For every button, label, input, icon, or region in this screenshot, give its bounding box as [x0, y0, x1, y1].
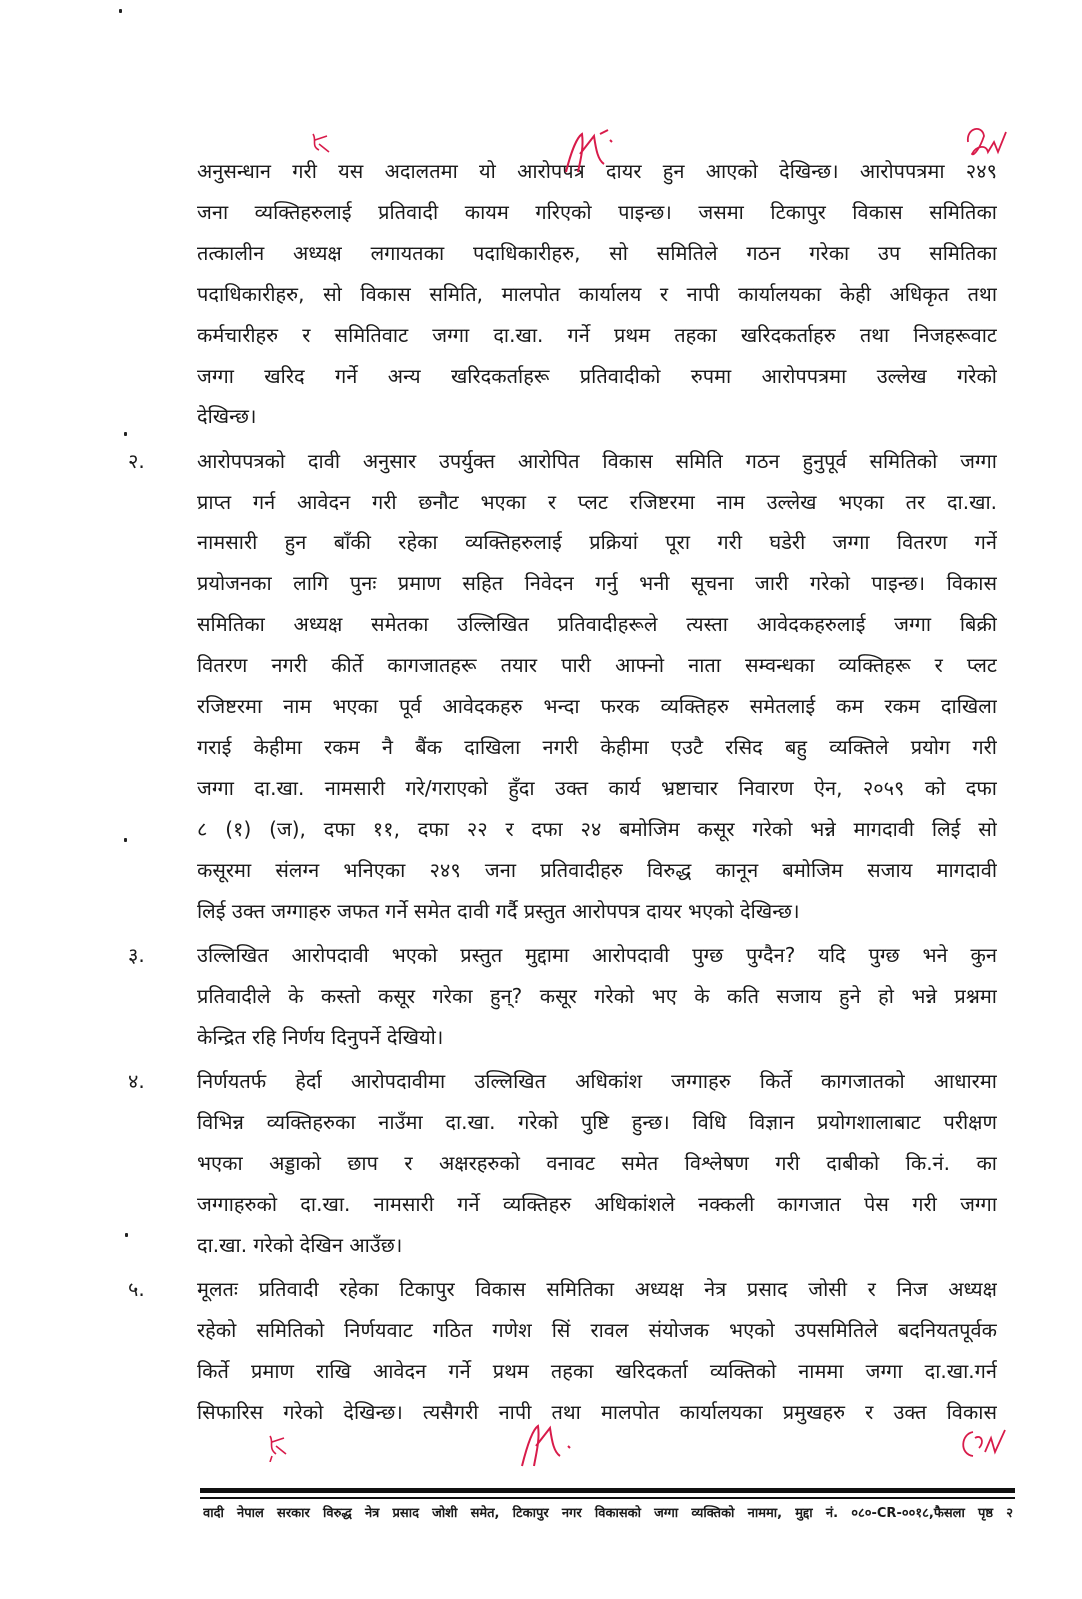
text-line: प्राप्त गर्न आवेदन गरी छनौट भएका र प्लट रजिष्टरमा नाम उल्लेख भएका तर दा.खा.	[197, 490, 997, 514]
paragraph-number: ३.	[128, 943, 145, 967]
paragraph-number: ४.	[128, 1069, 145, 1093]
text-line: जग्गा खरिद गर्ने अन्य खरिदकर्ताहरू प्रतिवादीको रुपमा आरोपपत्रमा उल्लेख गरेको	[197, 364, 997, 388]
paragraph-number: २.	[128, 449, 145, 473]
text-line: भएका अड्डाको छाप र अक्षरहरुको वनावट समेत विश्लेषण गरी दाबीको कि.नं. का	[197, 1151, 997, 1175]
text-line: कर्मचारीहरु र समितिवाट जग्गा दा.खा. गर्ने प्रथम तहका खरिदकर्ताहरु तथा निजहरूवाट	[197, 323, 997, 347]
footer-rule-thin	[200, 1497, 1015, 1499]
text-line: वितरण नगरी कीर्ते कागजातहरू तयार पारी आफ्नो नाता सम्वन्धका व्यक्तिहरू र प्लट	[197, 653, 997, 677]
text-line: लिई उक्त जग्गाहरु जफत गर्ने समेत दावी गर्दै प्रस्तुत आरोपपत्र दायर भएको देखिन्छ।	[197, 899, 800, 923]
text-line: रजिष्टरमा नाम भएका पूर्व आवेदकहरु भन्दा फरक व्यक्तिहरु समेतलाई कम रकम दाखिला	[197, 694, 997, 718]
text-line: रहेको समितिको निर्णयवाट गठित गणेश सिं रावल संयोजक भएको उपसमितिले बदनियतपूर्वक	[197, 1318, 997, 1342]
text-line: दा.खा. गरेको देखिन आउँछ।	[197, 1233, 403, 1257]
text-line: कसूरमा संलग्न भनिएका २४९ जना प्रतिवादीहरु विरुद्ध कानून बमोजिम सजाय मागदावी	[197, 858, 997, 882]
scan-speck	[124, 838, 127, 842]
text-line: गराई केहीमा रकम नै बैंक दाखिला नगरी केहीमा एउटै रसिद बहु व्यक्तिले प्रयोग गरी	[197, 735, 997, 759]
text-line: प्रतिवादीले के कस्तो कसूर गरेका हुन्? कसूर गरेको भए के कति सजाय हुने हो भन्ने प्रश्नमा	[197, 984, 997, 1008]
text-line: उल्लिखित आरोपदावी भएको प्रस्तुत मुद्दामा आरोपदावी पुग्छ पुग्दैन? यदि पुग्छ भने कुन	[197, 943, 997, 967]
scan-speck	[119, 9, 122, 13]
text-line: देखिन्छ।	[197, 404, 257, 428]
text-line: तत्कालीन अध्यक्ष लगायतका पदाधिकारीहरु, सो समितिले गठन गरेका उप समितिका	[197, 241, 997, 265]
text-line: अनुसन्धान गरी यस अदालतमा यो आरोपपत्र दायर हुन आएको देखिन्छ। आरोपपत्रमा २४९	[197, 159, 997, 183]
text-line: नामसारी हुन बाँकी रहेका व्यक्तिहरुलाई प्रक्रियां पूरा गरी घडेरी जग्गा वितरण गर्ने	[197, 530, 997, 554]
scan-speck	[124, 432, 127, 436]
text-line: जग्गाहरुको दा.खा. नामसारी गर्ने व्यक्तिहरु अधिकांशले नक्कली कागजात पेस गरी जग्गा	[197, 1192, 997, 1216]
text-line: आरोपपत्रको दावी अनुसार उपर्युक्त आरोपित विकास समिति गठन हुनुपूर्व समितिको जग्गा	[197, 449, 997, 473]
handwritten-signature	[560, 128, 620, 178]
text-line: किर्ते प्रमाण राखि आवेदन गर्ने प्रथम तहका खरिदकर्ता व्यक्तिको नाममा जग्गा दा.खा.गर्न	[197, 1359, 997, 1383]
handwritten-initial	[305, 130, 335, 160]
page-footer: वादी नेपाल सरकार विरुद्ध नेत्र प्रसाद जोशी समेत, टिकापुर नगर विकासको जग्गा व्यक्तिको नाममा, मुद्दा नं. ०८०-CR-००१८,फैसला पृष्ठ २	[203, 1506, 1013, 1521]
text-line: विभिन्न व्यक्तिहरुका नाउँमा दा.खा. गरेको पुष्टि हुन्छ। विधि विज्ञान प्रयोगशालाबाट परीक्षण	[197, 1110, 997, 1134]
text-line: सिफारिस गरेको देखिन्छ। त्यसैगरी नापी तथा मालपोत कार्यालयका प्रमुखहरु र उक्त विकास	[197, 1400, 997, 1424]
text-line: केन्द्रित रहि निर्णय दिनुपर्ने देखियो।	[197, 1025, 444, 1049]
handwritten-signature	[516, 1420, 576, 1470]
text-line: ८ (१) (ज), दफा ११, दफा २२ र दफा २४ बमोजिम कसूर गरेको भन्ने मागदावी लिई सो	[197, 817, 997, 841]
text-line: पदाधिकारीहरु, सो विकास समिति, मालपोत कार्यालय र नापी कार्यालयका केही अधिकृत तथा	[197, 282, 997, 306]
handwritten-signature	[960, 122, 1010, 162]
text-line: निर्णयतर्फ हेर्दा आरोपदावीमा उल्लिखित अधिकांश जग्गाहरु किर्ते कागजातको आधारमा	[197, 1069, 997, 1093]
text-line: मूलतः प्रतिवादी रहेका टिकापुर विकास समितिका अध्यक्ष नेत्र प्रसाद जोसी र निज अध्यक्ष	[197, 1277, 997, 1301]
scan-speck	[125, 1233, 128, 1237]
paragraph-number: ५.	[128, 1277, 145, 1301]
text-line: जग्गा दा.खा. नामसारी गरे/गराएको हुँदा उक्त कार्य भ्रष्टाचार निवारण ऐन, २०५९ को दफा	[197, 776, 997, 800]
text-line: जना व्यक्तिहरुलाई प्रतिवादी कायम गरिएको पाइन्छ। जसमा टिकापुर विकास समितिका	[197, 200, 997, 224]
handwritten-initial	[262, 1432, 292, 1462]
text-line: समितिका अध्यक्ष समेतका उल्लिखित प्रतिवादीहरूले त्यस्ता आवेदकहरुलाई जग्गा बिक्री	[197, 612, 997, 636]
text-line: प्रयोजनका लागि पुनः प्रमाण सहित निवेदन गर्नु भनी सूचना जारी गरेको पाइन्छ। विकास	[197, 571, 997, 595]
handwritten-signature	[955, 1424, 1015, 1464]
footer-rule-thick	[200, 1488, 1015, 1493]
